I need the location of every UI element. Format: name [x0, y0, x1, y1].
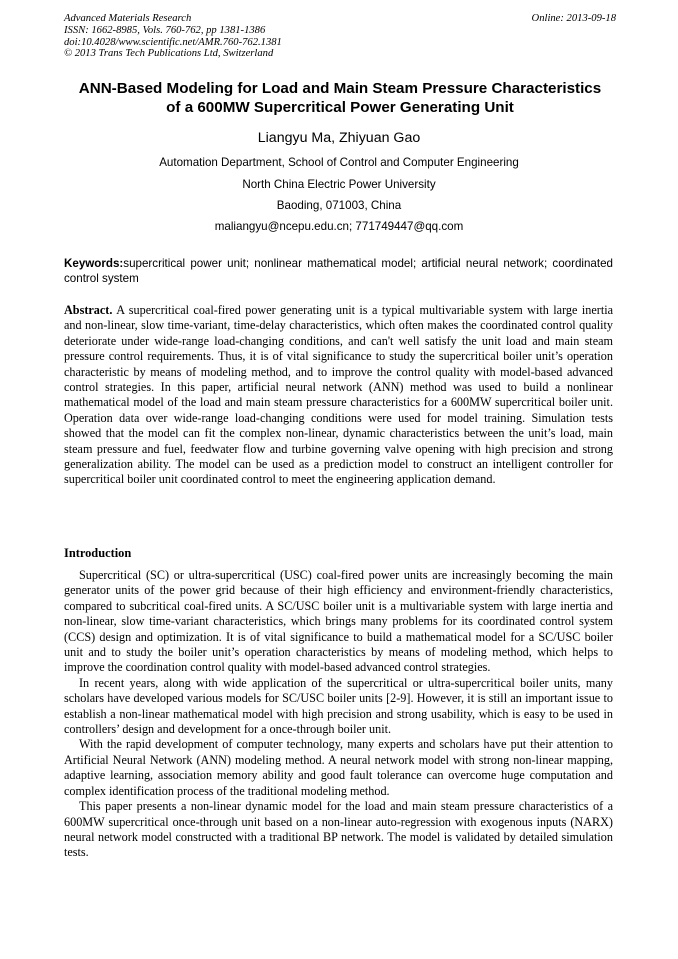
affiliation-university: North China Electric Power University: [242, 178, 436, 191]
journal-copyright: © 2013 Trans Tech Publications Ltd, Switzerland: [64, 48, 274, 60]
author-emails[interactable]: maliangyu@ncepu.edu.cn; 771749447@qq.com: [214, 220, 464, 233]
authors: Liangyu Ma, Zhiyuan Gao: [257, 130, 421, 146]
paper-title-line-1: ANN-Based Modeling for Load and Main Steam Pressure Characteristics: [78, 80, 602, 97]
online-date: Online: 2013-09-18: [531, 13, 616, 24]
journal-name: Advanced Materials Research: [64, 13, 192, 24]
introduction-body: [64, 568, 613, 861]
introduction-paragraph: With the rapid development of computer technology, many experts and scholars have put their attention to Artificial Neural Network (ANN) modeling method. A neural network model with strong non-linear mapping, adaptive learning, association memory ability and good fault tolerance can overcome huge computation and complex identification process of the traditional modeling method.: [64, 737, 613, 798]
abstract: [64, 303, 613, 488]
introduction-paragraph: In recent years, along with wide application of the supercritical or ultra-supercritical boiler units, many scholars have developed various models for SC/USC boiler units [2-9]. However, it is still an important issue to establish a non-linear mathematical model with high precision and strong usability, which is easy to be used in controllers’ design and development for a once-through boiler unit.: [64, 675, 613, 737]
introduction-paragraph: This paper presents a non-linear dynamic model for the load and main steam pressure characteristics of a 600MW supercritical once-through unit based on a non-linear auto-regression with exogenous inputs (NARX) neural network model constructed with a traditional BP network. The model is validated by detailed simulation tests.: [64, 799, 613, 860]
paper-title-line-2: of a 600MW Supercritical Power Generating Unit: [166, 98, 514, 116]
introduction-paragraph: Supercritical (SC) or ultra-supercritical (USC) coal-fired power units are increasingly becoming the main generator units of the power grid because of their high efficiency and environment-friendly characteristics, compared to subcritical coal-fired units. A SC/USC boiler unit is a multivariable system with large inertia and non-linear, slow time-variant characteristics, which brings many problems for its coordinated control system (CCS) design and optimization. It is of vital significance to build a mathematical model for a SC/USC boiler unit and to study the boiler unit’s operation characteristics by means of modeling method, which helps to improve the coordination control quality with model-based advanced control strategies.: [64, 568, 613, 675]
journal-doi: doi:10.4028/www.scientific.net/AMR.760-762.1381: [64, 36, 282, 48]
keywords-label: Keywords:: [64, 257, 124, 270]
journal-issn: ISSN: 1662-8985, Vols. 760-762, pp 1381-1386: [64, 24, 266, 36]
journal-header: [64, 13, 616, 60]
abstract-text: A supercritical coal-fired power generating unit is a typical multivariable system with large inertia and non-linear, slow time-variant, time-delay characteristics, which often makes the coordinated control quality deteriorate under wide-range load-changing conditions, and can't well satisfy the unit load and main steam pressure control requirements. Thus, it is of vital significance to study the supercritical boiler unit’s operation characteristic by means of modeling method, and to improve the control quality with model-based advanced control strategies. In this paper, artificial neural network (ANN) method was used to build a nonlinear mathematical model of the load and main steam pressure characteristics for a 600MW supercritical boiler unit. Operation data over wide-range load-changing conditions were used for model training. Simulation tests showed that the model can fit the complex non-linear, dynamic characteristics between the unit’s load, main steam pressure and fuel, feedwater flow and turbine governing valve opening with high precision and strong generalization ability. The model can be used as a prediction model to construct an intelligent controller for supercritical boiler unit coordinated control to meet the engineering application demand.: [64, 303, 614, 487]
introduction-heading: Introduction: [64, 546, 132, 560]
affiliation-city: Baoding, 071003, China: [276, 199, 402, 212]
paper-title: [52, 80, 628, 117]
affiliation-department: Automation Department, School of Control and Computer Engineering: [159, 156, 519, 169]
keywords-text: supercritical power unit; nonlinear mathematical model; artificial neural network; coordinated control system: [64, 257, 613, 285]
keywords: [64, 256, 613, 286]
abstract-label: Abstract.: [64, 303, 113, 317]
